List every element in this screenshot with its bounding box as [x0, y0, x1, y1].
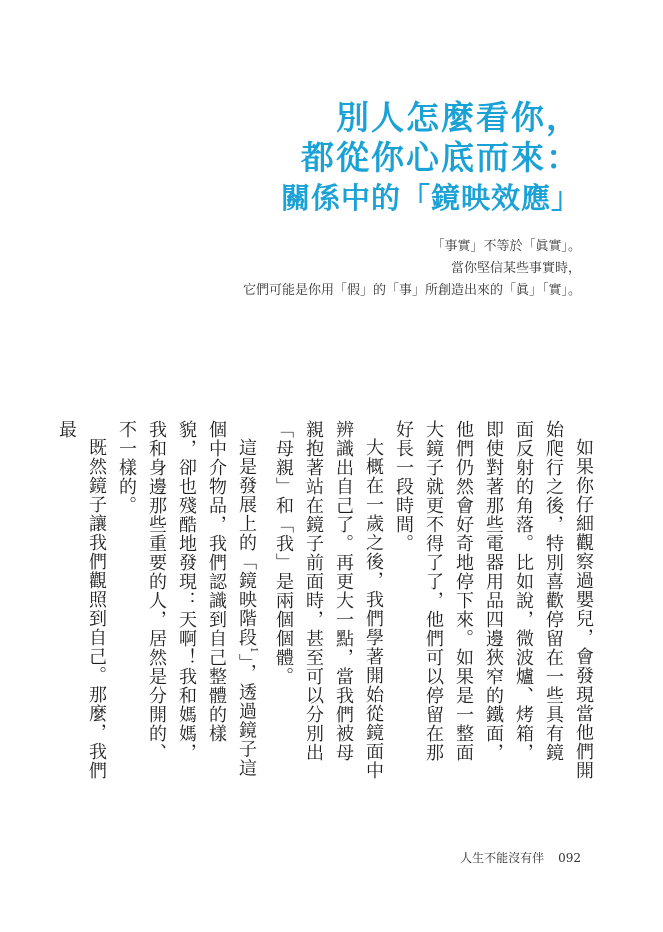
paragraph-3	[111, 420, 268, 780]
page-number: 092	[558, 851, 581, 865]
epigraph-line-3: 它們可能是你用「假」的「事」所創造出來的「眞」「實」。	[242, 283, 581, 298]
chapter-subtitle: 關係中的「鏡映效應」	[280, 181, 581, 215]
running-book-title: 人生不能沒有伴	[460, 851, 545, 865]
body-text-vertical	[56, 420, 598, 780]
paragraph-3-part-b: 」，透過鏡子這個中介物品，我們認識到自己整體的樣貌，卻也殘酷地發現：天啊！我和媽媽，我和身邊那些重要的人，居然是分開的、不一樣的。	[116, 420, 257, 778]
paragraph-4: 既然鏡子讓我們觀照到自己。那麼，我們最	[56, 420, 107, 780]
page-footer	[460, 849, 581, 866]
paragraph-2: 大概在一歲之後，我們學著開始從鏡面中辨識出自己了。再更大一點，當我們被母親抱著站在鏡子前面時，甚至可以分別出「母親」和「我」是兩個個體。	[273, 420, 384, 780]
epigraph-line-1: 「事實」不等於「眞實」。	[431, 239, 581, 254]
paragraph-3-part-a: 這是發展上的「鏡映階段	[236, 438, 257, 647]
epigraph	[243, 236, 581, 302]
paragraph-1: 如果你仔細觀察過嬰兒，會發現當他們開始爬行之後，特別喜歡停留在一些具有鏡面反射的角落。比如說，微波爐、烤箱，即使對著那些電器用品四邊狹窄的鐵面，他們仍然會好奇地停下來。如果是一整面大鏡子就更不得了了，他們可以停留在那好長一段時間。	[393, 420, 594, 780]
chapter-title-line-1: 別人怎麼看你，	[336, 98, 581, 137]
footnote-marker[interactable]: 1	[248, 647, 258, 654]
chapter-title	[281, 98, 581, 218]
epigraph-line-2: 當你堅信某些事實時，	[450, 261, 581, 276]
chapter-title-line-2: 都從你心底而來：	[301, 138, 581, 177]
